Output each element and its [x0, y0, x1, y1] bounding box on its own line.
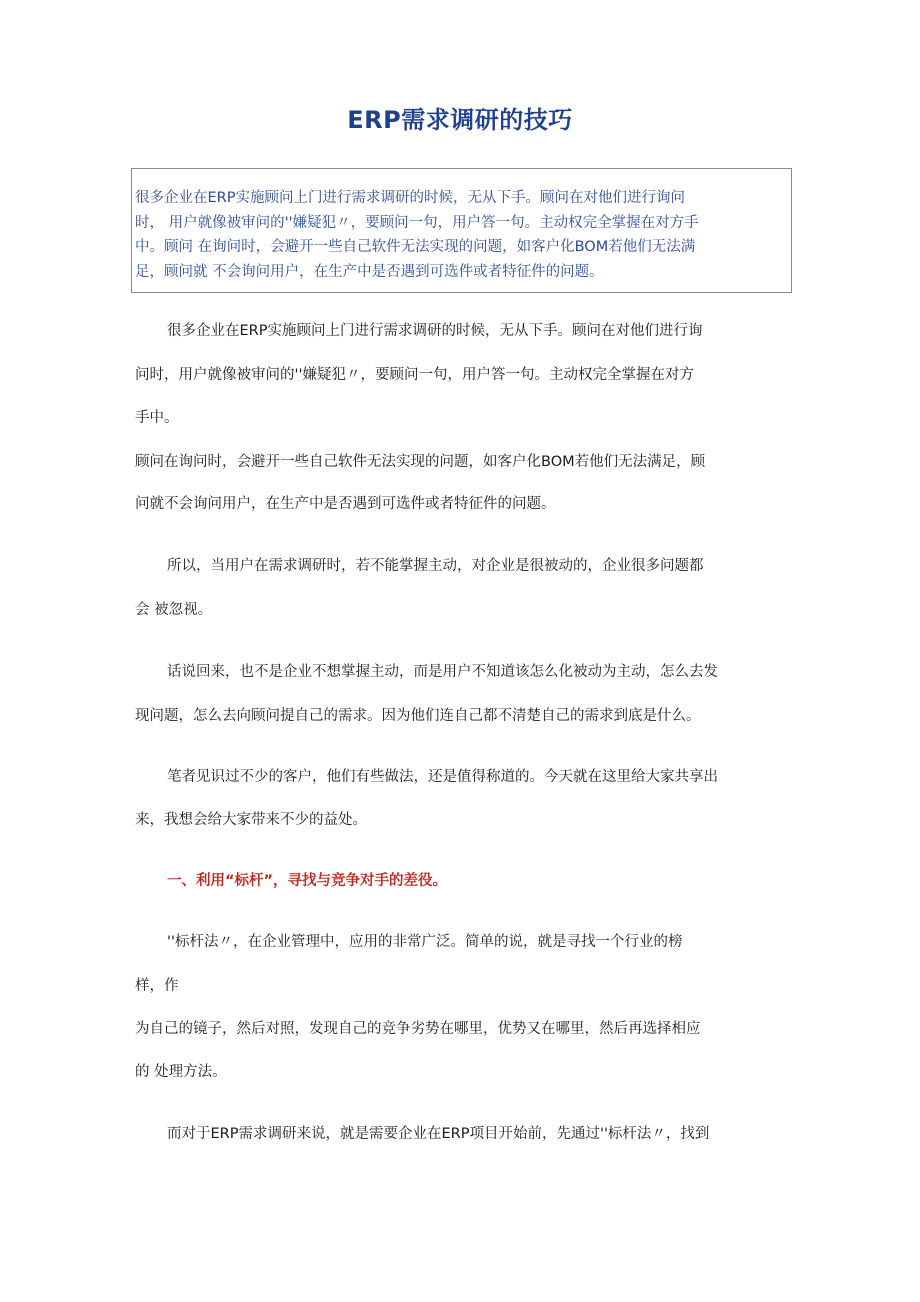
summary-line: 很多企业在ERP实施顾问上门进行需求调研的时候，无从下手。顾问在对他们进行询问 [135, 190, 685, 206]
body-line: 现问题，怎么去向顾问提自己的需求。因为他们连自己都不清楚自己的需求到底是什么。 [135, 708, 701, 724]
summary-line: 中。顾问 在询问时，会避开一些自己软件无法实现的问题，如客户化BOM若他们无法满 [135, 239, 696, 255]
body-line: 的 处理方法。 [135, 1064, 227, 1080]
body-line: 很多企业在ERP实施顾问上门进行需求调研的时候，无从下手。顾问在对他们进行询 [167, 323, 703, 339]
body-line: 顾问在询问时，会避开一些自己软件无法实现的问题，如客户化BOM若他们无法满足，顾 [135, 454, 706, 470]
body-line: ''标杆法〃，在企业管理中，应用的非常广泛。简单的说，就是寻找一个行业的榜 [167, 934, 683, 950]
body-line: 来，我想会给大家带来不少的益处。 [135, 812, 367, 828]
body-line: 所以，当用户在需求调研时，若不能掌握主动，对企业是很被动的，企业很多问题都 [167, 558, 704, 574]
body-line: 话说回来，也不是企业不想掌握主动，而是用户不知道该怎么化被动为主动，怎么去发 [167, 664, 718, 680]
document-title: ERP需求调研的技巧 [347, 106, 573, 134]
body-line: 为自己的镜子，然后对照，发现自己的竞争劣势在哪里，优势又在哪里，然后再选择相应 [135, 1021, 701, 1037]
body-line: 会 被忽视。 [135, 602, 213, 618]
body-line: 笔者见识过不少的客户，他们有些做法，还是值得称道的。今天就在这里给大家共享出 [167, 769, 718, 785]
summary-line: 时， 用户就像被审问的''嫌疑犯〃，要顾问一句，用户答一句。主动权完全掌握在对方手 [135, 214, 699, 231]
body-line: 样，作 [135, 978, 179, 994]
body-line: 问时，用户就像被审问的''嫌疑犯〃，要顾问一句，用户答一句。主动权完全掌握在对方 [135, 367, 694, 383]
body-line: 问就不会询问用户，在生产中是否遇到可选件或者特征件的问题。 [135, 496, 556, 512]
section-heading: 一、利用“标杆”，寻找与竞争对手的差役。 [167, 873, 448, 889]
summary-line: 足，顾问就 不会询问用户，在生产中是否遇到可选件或者特征件的问题。 [135, 263, 604, 280]
summary-box [131, 168, 792, 293]
body-line: 而对于ERP需求调研来说，就是需要企业在ERP项目开始前，先通过''标杆法〃，找到 [167, 1126, 710, 1142]
body-line: 手中。 [135, 410, 179, 426]
